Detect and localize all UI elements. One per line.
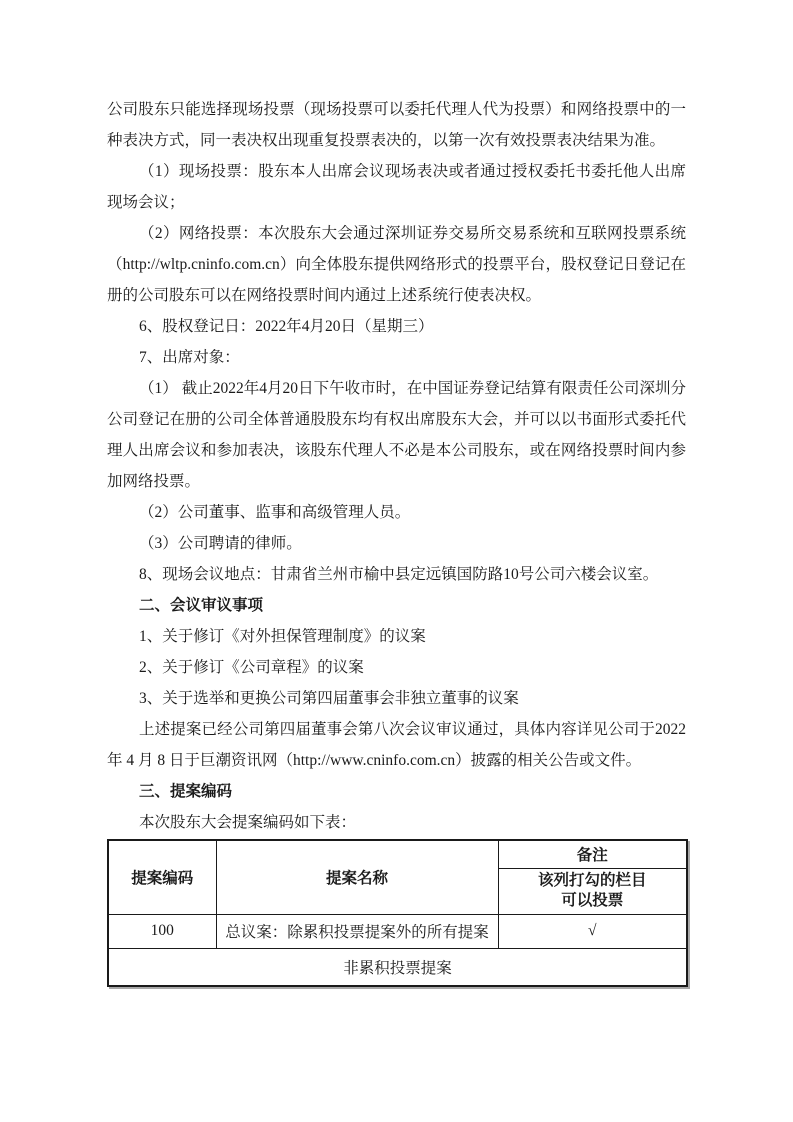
para-proposal-1: 1、关于修订《对外担保管理制度》的议案 <box>139 628 426 645</box>
para-attendee-shareholders: （1） 截止2022年4月20日下午收市时，在中国证券登记结算有限责任公司深圳分公司登记在册的公司全体普通股股东均有权出席股东大会，并可以以书面形式委托代理人出席会议和参加表决，该股东代理人不必是本公司股东，或在网络投票时间内参加网络投票。 <box>107 380 686 490</box>
table-header-row <box>108 840 687 868</box>
para-attendee-lawyers: （3）公司聘请的律师。 <box>139 535 302 552</box>
para-attendees-label: 7、出席对象： <box>139 349 240 366</box>
para-onsite-voting: （1）现场投票：股东本人出席会议现场表决或者通过授权委托书委托他人出席现场会议； <box>107 163 686 211</box>
para-meeting-venue: 8、现场会议地点：甘肃省兰州市榆中县定远镇国防路10号公司六楼会议室。 <box>139 566 659 583</box>
para-proposal-3: 3、关于选举和更换公司第四届董事会非独立董事的议案 <box>139 690 519 707</box>
heading-proposal-codes: 三、提案编码 <box>139 783 233 800</box>
para-proposal-2: 2、关于修订《公司章程》的议案 <box>139 659 364 676</box>
table-row <box>108 914 687 948</box>
para-record-date: 6、股权登记日：2022年4月20日（星期三） <box>139 318 434 335</box>
document-content <box>107 94 686 987</box>
heading-meeting-matters: 二、会议审议事项 <box>139 597 264 614</box>
table-header-proposal-name: 提案名称 <box>216 840 498 914</box>
table-header-proposal-code: 提案编码 <box>108 840 216 914</box>
cell-proposal-code: 100 <box>108 914 216 948</box>
cell-proposal-name: 总议案：除累积投票提案外的所有提案 <box>216 914 498 948</box>
para-proposal-approval: 上述提案已经公司第四届董事会第八次会议审议通过，具体内容详见公司于2022 年 4 月 8 日于巨潮资讯网（http://www.cninfo.com.cn）披露的相关公告或文件。 <box>107 721 686 769</box>
table-header-remark-note: 该列打勾的栏目可以投票 <box>537 872 647 909</box>
para-attendee-directors: （2）公司董事、监事和高级管理人员。 <box>139 504 411 521</box>
para-online-voting: （2）网络投票：本次股东大会通过深圳证券交易所交易系统和互联网投票系统（http://wltp.cninfo.com.cn）向全体股东提供网络形式的投票平台，股权登记日登记在册的公司股东可以在网络投票时间内通过上述系统行使表决权。 <box>107 225 686 304</box>
cell-remark-checkmark: √ <box>498 914 687 948</box>
proposal-code-table <box>107 839 688 987</box>
para-table-intro: 本次股东大会提案编码如下表： <box>139 814 357 831</box>
table-header-remark-note-cell <box>498 868 687 914</box>
table-header-remark: 备注 <box>498 840 687 868</box>
para-voting-method-rule: 公司股东只能选择现场投票（现场投票可以委托代理人代为投票）和网络投票中的一种表决方式，同一表决权出现重复投票表决的，以第一次有效投票表决结果为准。 <box>107 101 686 149</box>
table-merged-row <box>108 948 687 986</box>
cell-non-cumulative-label: 非累积投票提案 <box>108 948 687 986</box>
